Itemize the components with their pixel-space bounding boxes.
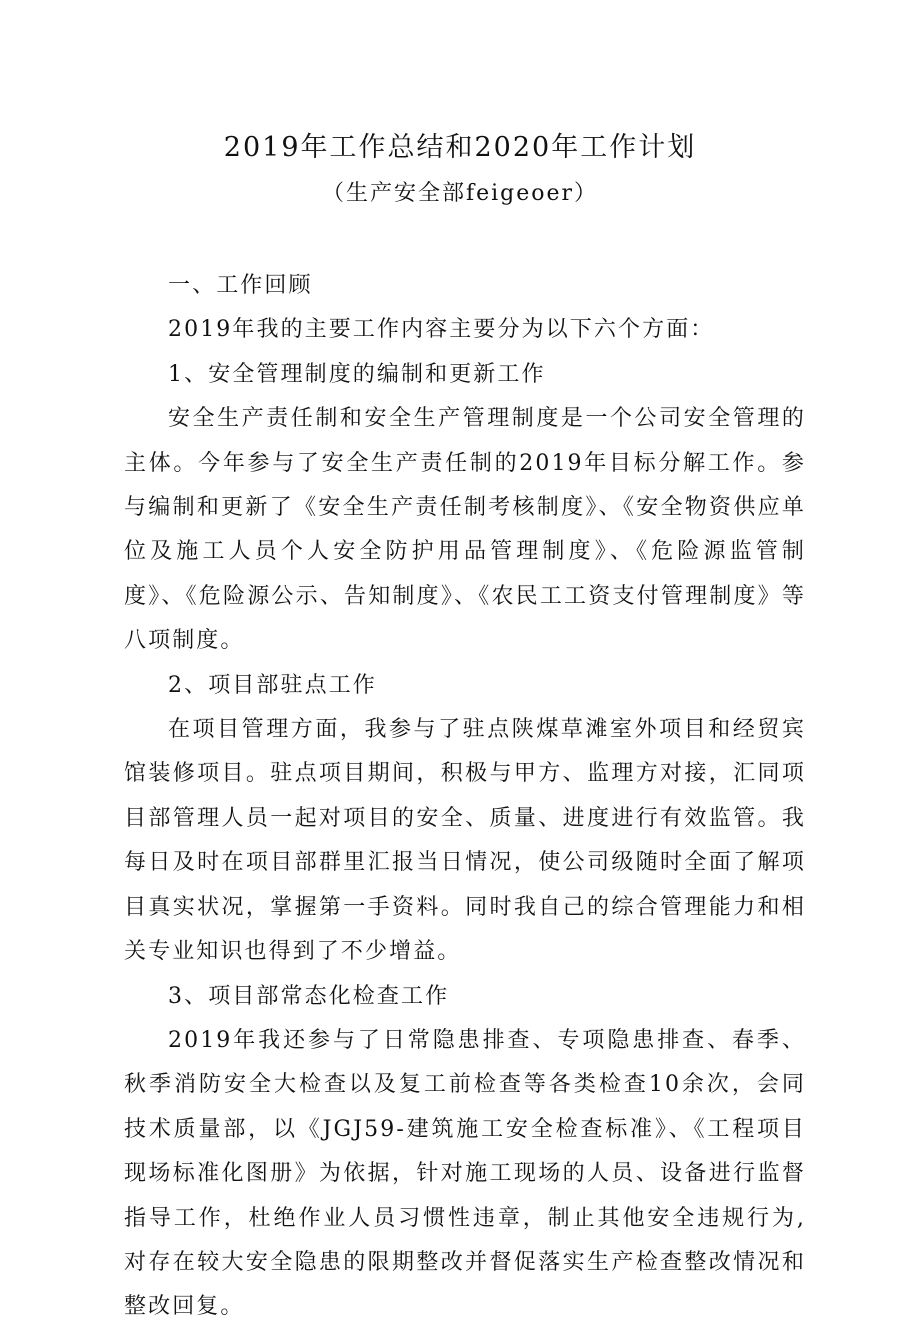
paragraph-overview: 2019年我的主要工作内容主要分为以下六个方面： [168,317,715,343]
section-heading-1: 1、安全管理制度的编制和更新工作 [168,361,546,387]
paragraph-3: 2019年我还参与了日常隐患排查、专项隐患排查、春季、秋季消防安全大检查以及复工前检查等各类检查10余次，会同技术质量部，以《JGJ59-建筑施工安全检查标准》、《工程项目现场标准化图册》为依据，针对施工现场的人员、设备进行监督指导工作，杜绝作业人员习惯性违章，制止其他安全违规行为,对存在较大安全隐患的限期整改并督促落实生产检查整改情况和整改回复。 [124,1027,806,1320]
document-subtitle: （生产安全部feigeoer） [321,181,599,206]
document-title: 2019年工作总结和2020年工作计划 [223,132,697,163]
document-body [124,264,806,1330]
section-heading-review: 一、工作回顾 [168,273,313,298]
paragraph-2: 在项目管理方面，我参与了驻点陕煤草滩室外项目和经贸宾馆装修项目。驻点项目期间，积极与甲方、监理方对接，汇同项目部管理人员一起对项目的安全、质量、进度进行有效监管。我每日及时在项目部群里汇报当日情况，使公司级随时全面了解项目真实状况，掌握第一手资料。同时我自己的综合管理能力和相关专业知识也得到了不少增益。 [124,717,806,965]
section-heading-3: 3、项目部常态化检查工作 [168,983,450,1009]
paragraph-1: 安全生产责任制和安全生产管理制度是一个公司安全管理的主体。今年参与了安全生产责任制的2019年目标分解工作。参与编制和更新了《安全生产责任制考核制度》、《安全物资供应单位及施工人员个人安全防护用品管理制度》、《危险源监管制度》、《危险源公示、告知制度》、《农民工工资支付管理制度》等八项制度。 [124,406,806,654]
section-heading-2: 2、项目部驻点工作 [168,672,377,698]
